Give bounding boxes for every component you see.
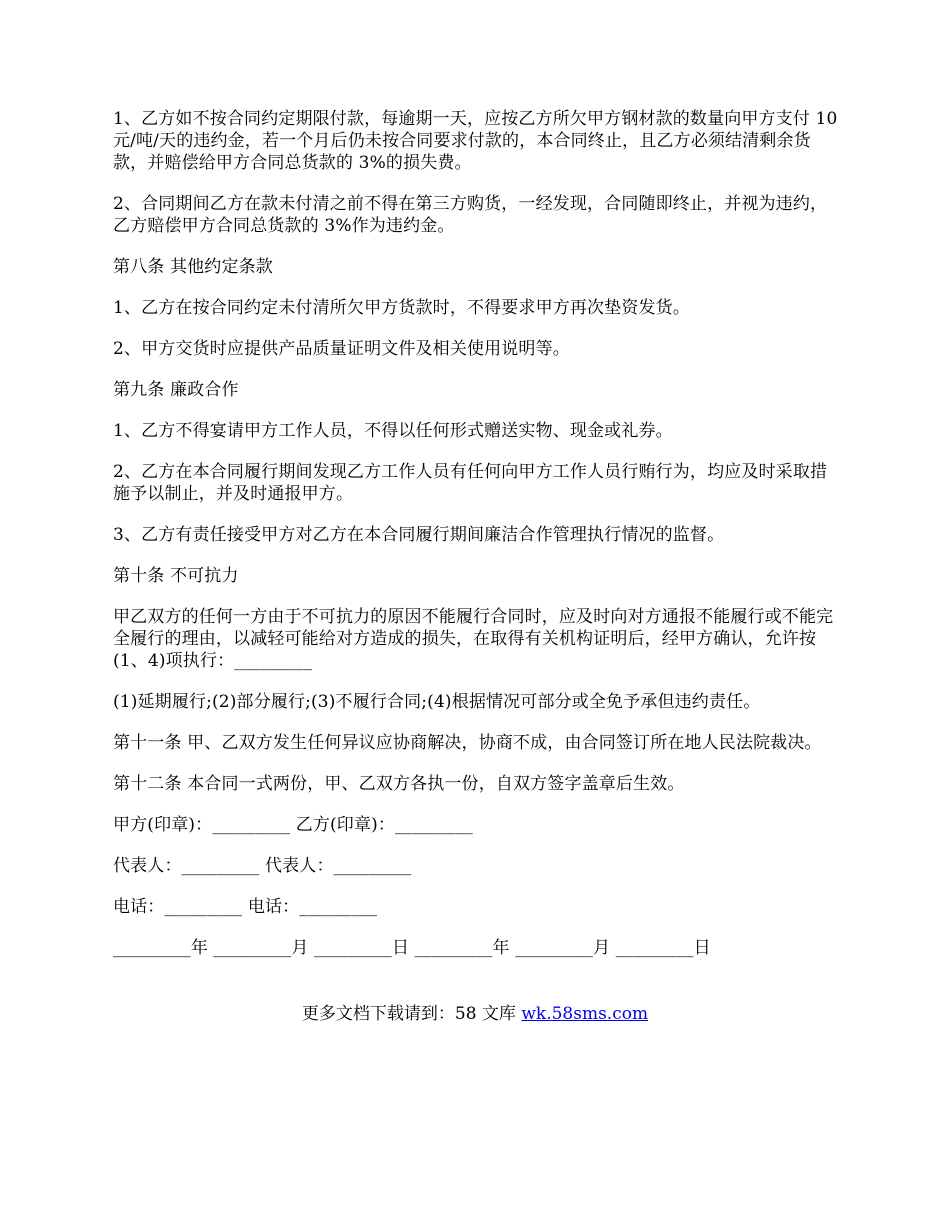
footer-text: 更多文档下载请到：58 文库: [301, 1004, 522, 1024]
date-line: _________年 _________月 _________日 _________年 _________月 _________日: [113, 938, 711, 958]
article-12: 第十二条 本合同一式两份，甲、乙双方各执一份，自双方签字盖章后生效。: [113, 774, 685, 794]
article-8-item-2: 2、甲方交货时应提供产品质量证明文件及相关使用说明等。: [113, 339, 570, 359]
article-10-options: (1)延期履行;(2)部分履行;(3)不履行合同;(4)根据情况可部分或全免予承但违约责任。: [113, 692, 761, 712]
footer-link[interactable]: wk.58sms.com: [521, 1004, 649, 1024]
article-11: 第十一条 甲、乙双方发生任何异议应协商解决，协商不成，由合同签订所在地人民法院裁决。: [113, 733, 822, 753]
article-9-item-3: 3、乙方有责任接受甲方对乙方在本合同履行期间廉洁合作管理执行情况的监督。: [113, 525, 725, 545]
article-10-body: 甲乙双方的任何一方由于不可抗力的原因不能履行合同时，应及时向对方通报不能履行或不能完全履行的理由，以减轻可能给对方造成的损失，在取得有关机构证明后，经甲方确认，允许按(1、4)项执行：_________: [113, 607, 834, 671]
article-9-item-1: 1、乙方不得宴请甲方工作人员，不得以任何形式赠送实物、现金或礼券。: [113, 421, 673, 441]
article-10-heading: 第十条 不可抗力: [113, 566, 239, 586]
article-9-heading: 第九条 廉政合作: [113, 380, 239, 400]
article-8-heading: 第八条 其他约定条款: [113, 257, 273, 277]
phone-line: 电话：_________ 电话：_________: [113, 897, 378, 917]
article-9-item-2: 2、乙方在本合同履行期间发现乙方工作人员有任何向甲方工作人员行贿行为，均应及时采取措施予以制止，并及时通报甲方。: [113, 462, 828, 504]
article-8-item-1: 1、乙方在按合同约定未付清所欠甲方货款时，不得要求甲方再次垫资发货。: [113, 298, 690, 318]
clause-third-party-purchase: 2、合同期间乙方在款未付清之前不得在第三方购货，一经发现，合同随即终止，并视为违约，乙方赔偿甲方合同总货款的 3%作为违约金。: [113, 194, 828, 236]
footer: [0, 1003, 950, 1025]
representative-line: 代表人：_________ 代表人：_________: [113, 856, 412, 876]
document-body: [113, 108, 841, 978]
clause-late-payment: 1、乙方如不按合同约定期限付款，每逾期一天，应按乙方所欠甲方钢材款的数量向甲方支付 10 元/吨/天的违约金，若一个月后仍未按合同要求付款的，本合同终止，且乙方必须结清剩余货款，并赔偿给甲方合同总货款的 3%的损失费。: [113, 109, 838, 173]
signature-seal-line: 甲方(印章)：_________ 乙方(印章)：_________: [113, 815, 473, 835]
